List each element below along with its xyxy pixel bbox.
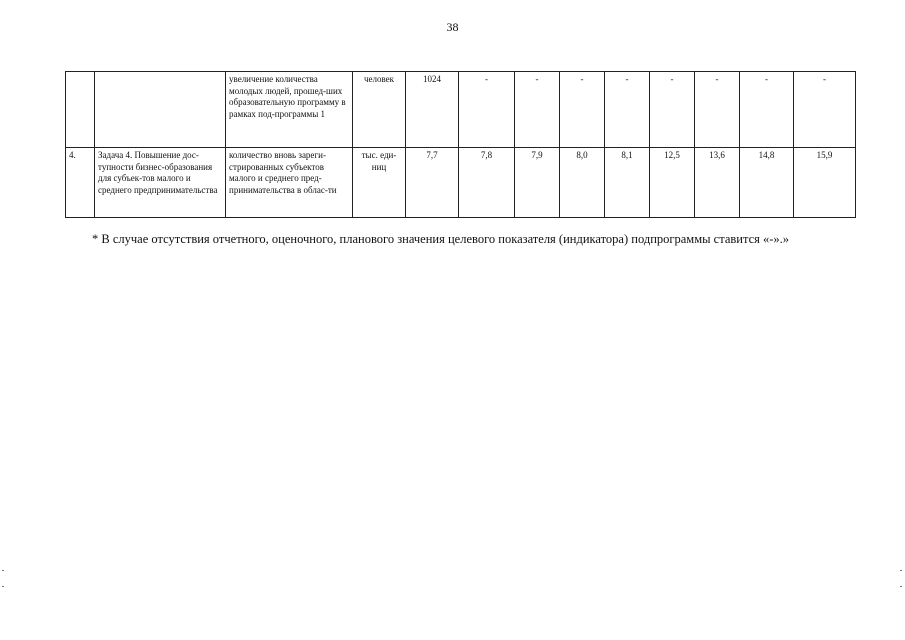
value-cell: 15,9 — [794, 148, 856, 218]
scan-mark — [2, 586, 4, 587]
footnote: * В случае отсутствия отчетного, оценочного, планового значения целевого показателя (индикатора) подпрограммы ставится «-».» — [92, 232, 790, 246]
value-cell: 7,7 — [406, 148, 459, 218]
task-cell: Задача 4. Повышение дос-тупности бизнес-образования для субъек-тов малого и среднего предпринимательства — [95, 148, 226, 218]
value-cell: 14,8 — [740, 148, 794, 218]
row-number-cell — [66, 72, 95, 148]
scan-mark — [900, 586, 902, 587]
value-cell: 7,8 — [459, 148, 515, 218]
value-cell: - — [459, 72, 515, 148]
value-cell: - — [560, 72, 605, 148]
value-cell: - — [515, 72, 560, 148]
value-cell: 1024 — [406, 72, 459, 148]
row-number-cell: 4. — [66, 148, 95, 218]
indicator-cell: количество вновь зареги-стрированных субъектов малого и среднего пред-принимательства в облас-ти — [226, 148, 353, 218]
value-cell: - — [650, 72, 695, 148]
value-cell: 8,0 — [560, 148, 605, 218]
value-cell: - — [794, 72, 856, 148]
task-cell — [95, 72, 226, 148]
table-row — [66, 72, 856, 148]
value-cell: 12,5 — [650, 148, 695, 218]
value-cell: 7,9 — [515, 148, 560, 218]
unit-cell: человек — [353, 72, 406, 148]
value-cell: - — [740, 72, 794, 148]
indicator-table — [65, 71, 856, 218]
value-cell: 8,1 — [605, 148, 650, 218]
value-cell: 13,6 — [695, 148, 740, 218]
value-cell: - — [605, 72, 650, 148]
value-cell: - — [695, 72, 740, 148]
unit-cell: тыс. еди-ниц — [353, 148, 406, 218]
page-number: 38 — [446, 20, 459, 34]
scan-mark — [900, 570, 902, 571]
table-row — [66, 148, 856, 218]
indicator-cell: увеличение количества молодых людей, прошед-ших образовательную программу в рамках под-программы 1 — [226, 72, 353, 148]
scan-mark — [2, 570, 4, 571]
